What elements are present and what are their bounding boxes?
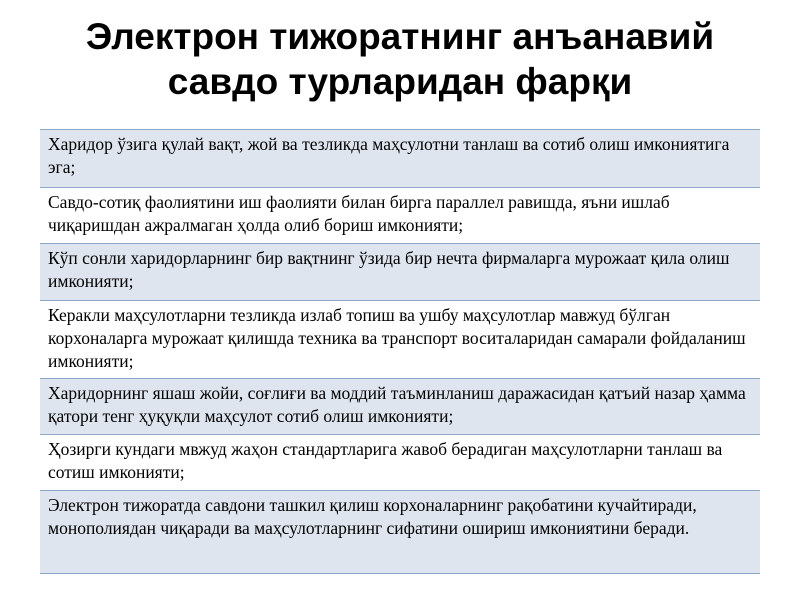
table-row: [40, 188, 760, 244]
comparison-table: [40, 129, 760, 574]
row-text: Харидорнинг яшаш жойи, соғлиғи ва моддий таъминланиш даражасидан қатъий назар ҳамма қатори тенг ҳуқуқли маҳсулот сотиб олиш имконияти;: [48, 383, 746, 426]
slide-title: [0, 14, 800, 104]
table-row: [40, 130, 760, 188]
table-row: [40, 244, 760, 301]
title-line-1: Электрон тижоратнинг анъанавий: [85, 16, 715, 57]
title-line-2: савдо турларидан фарқи: [167, 61, 633, 102]
table-row: [40, 491, 760, 574]
table-row: [40, 435, 760, 491]
row-text: Электрон тижоратда савдони ташкил қилиш корхоналарнинг рақобатини кучайтиради, монополиядан чиқаради ва маҳсулотларнинг сифатини ошириш имкониятини беради.: [48, 495, 697, 538]
row-text: Савдо-сотиқ фаолиятини иш фаолияти билан бирга параллел равишда, яъни ишлаб чиқаришдан ажралмаган ҳолда олиб бориш имконияти;: [48, 192, 670, 235]
row-text: Керакли маҳсулотларни тезликда излаб топиш ва ушбу маҳсулотлар мавжуд бўлган корхоналарга мурожаат қилишда техника ва транспорт воситаларидан самарали фойдаланиш имконияти;: [48, 305, 746, 371]
row-text: Ҳозирги кундаги мвжуд жаҳон стандартларига жавоб берадиган маҳсулотларни танлаш ва сотиш имконияти;: [48, 439, 723, 482]
row-text: Кўп сонли харидорларнинг бир вақтнинг ўзида бир нечта фирмаларга мурожаат қила олиш имконияти;: [48, 248, 730, 291]
table-row: [40, 379, 760, 435]
row-text: Харидор ўзига қулай вақт, жой ва тезликда маҳсулотни танлаш ва сотиб олиш имкониятига эга;: [48, 134, 730, 177]
table-row: [40, 301, 760, 379]
